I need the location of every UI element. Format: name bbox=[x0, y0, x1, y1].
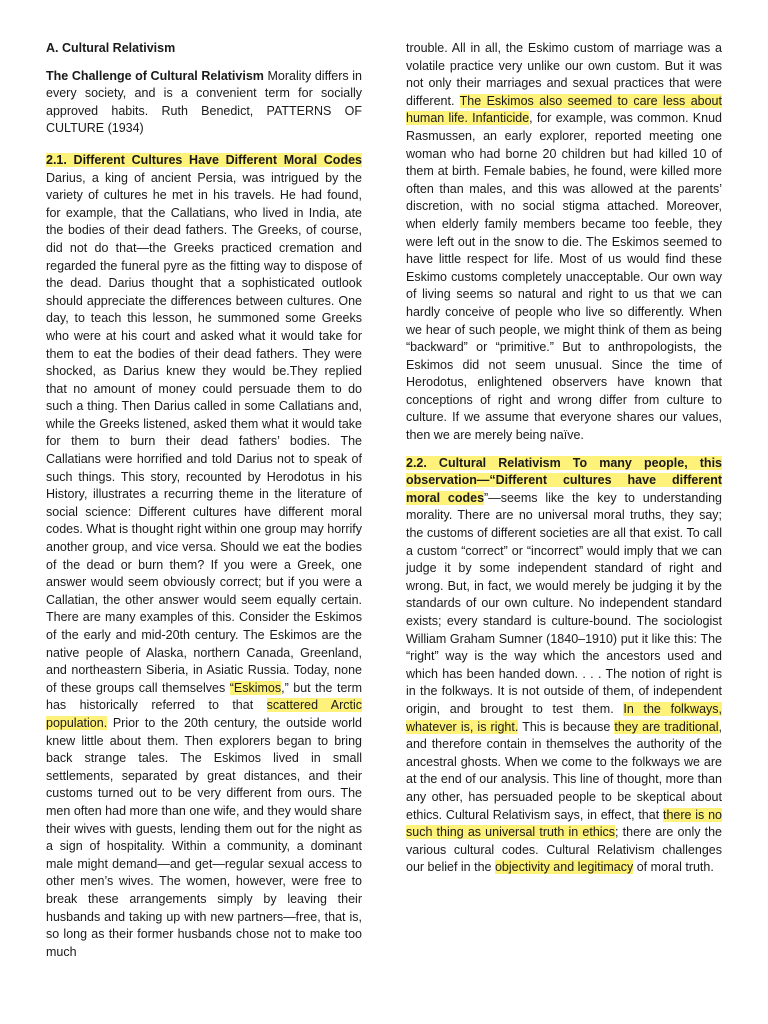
eskimo-customs-paragraph bbox=[406, 40, 722, 445]
body-text: ; there are only the various cultural codes. Cultural Relativism challenges our belief in the bbox=[406, 825, 722, 875]
body-text: , for example, was common. Knud Rasmussen, an early explorer, reported meeting one woman who had borne 20 children but had killed 10 of them at birth. Female babies, he found, were killed more often than males, and this was allowed at the parents’ discretion, with no social stigma attached. Moreover, when elderly family members became too feeble, they were left out in the snow to die. The Eskimos seemed to have little respect for life. Most of us would find these Eskimo customs completely unacceptable. Our own way of living seems so natural and right to us that we can hardly conceive of people who live so differently. When we hear of such people, we might think of them as being “backward” or “primitive.” But to anthropologists, the Eskimos did not seem unusual. Since the time of Herodotus, enlightened observers have known that conceptions of right and wrong differ from culture to culture. If we assume that everyone shares our values, then we are merely being naïve. bbox=[406, 111, 722, 443]
left-column bbox=[46, 40, 362, 961]
body-text: of moral truth. bbox=[633, 860, 714, 875]
subheading-2-1: 2.1. Different Cultures Have Different Moral Codes bbox=[46, 152, 362, 167]
highlight-objectivity: objectivity and legitimacy bbox=[494, 860, 634, 875]
highlight-arctic-population: scattered Arctic population. bbox=[46, 698, 362, 730]
intro-paragraph bbox=[46, 68, 362, 138]
body-text: ,” but the term has historically referred to that bbox=[46, 680, 362, 713]
highlight-universal-truth: there is no such thing as universal truth in ethics bbox=[406, 807, 722, 840]
body-text: , and therefore contain in themselves the authority of the ancestral ghosts. When we come to the folkways we are at the end of our analysis. This line of thought, more than any other, has persuaded people to be skeptical about ethics. Cultural Relativism says, in effect, that bbox=[406, 719, 722, 822]
section-2-2-paragraph bbox=[406, 455, 722, 877]
highlight-traditional: they are traditional bbox=[614, 719, 719, 734]
body-text: Prior to the 20th century, the outside world knew little about them. Then explorers began to bring back strange tales. The Eskimos lived in small settlements, separated by great distances, and their customs turned out to be very different from ours. The men often had more than one wife, and they would share their wives with guests, lending them out for the night as a sign of hospitality. Within a community, a dominant male might demand—and get—regular sexual access to other men’s wives. The women, however, were free to break these arrangements simply by leaving their husbands and taking up with new partners—free, that is, so long as their former husbands chose not to make too much bbox=[46, 715, 362, 959]
body-text: Darius, a king of ancient Persia, was intrigued by the variety of cultures he met in his travels. He had found, for example, that the Callatians, who lived in India, ate the bodies of their dead fathers. The Greeks, of course, did not do that—the Greeks practiced cremation and regarded the funeral pyre as the fitting way to dispose of the dead. Darius thought that a sophisticated outlook should appreciate the differences between cultures. One day, to teach this lesson, he summoned some Greeks who were at his court and asked what it would take for them to eat the bodies of their dead fathers. They were shocked, as Darius knew they would be.They replied that no amount of money could persuade them to do such a thing. Then Darius called in some Callatians and, while the Greeks listened, asked them what it would take for them to burn their dead fathers’ bodies. The Callatians were horrified and told Darius not to speak of such things. This story, recounted by Herodotus in his History, illustrates a recurring theme in the literature of social science: Different cultures have different moral codes. What is thought right within one group may horrify another group, and vice versa. Should we eat the bodies of the dead or burn them? If you were a Greek, one answer would seem obviously correct; but if you were a Callatian, the other answer would seem equally certain. There are many examples of this. Consider the Eskimos of the early and mid-20th century. The Eskimos are the native people of Alaska, northern Canada, Greenland, and northeastern Siberia, in Asiatic Russia. Today, none of these groups call themselves bbox=[46, 170, 362, 695]
section-title: A. Cultural Relativism bbox=[46, 41, 176, 55]
right-column bbox=[406, 40, 722, 877]
highlight-folkways: In the folkways, whatever is, is right. bbox=[406, 701, 722, 734]
highlight-eskimos: “Eskimos bbox=[229, 680, 282, 695]
intro-text: Morality differs in every society, and is a convenient term for socially approved habits. Ruth Benedict, PATTERNS OF CULTURE (1934) bbox=[46, 68, 362, 136]
intro-heading: The Challenge of Cultural Relativism bbox=[46, 68, 264, 83]
highlight-human-life: The Eskimos also seemed to care less about human life. Infanticide bbox=[406, 93, 722, 126]
body-text: trouble. All in all, the Eskimo custom of marriage was a volatile practice very unlike our own custom. But it was not only their marriages and sexual practices that were different. bbox=[406, 41, 722, 108]
body-text: ”—seems like the key to understanding morality. There are no universal moral truths, they say; the customs of different societies are all that exist. To call a custom “correct” or “incorrect” would imply that we can judge it by some independent standard of right and wrong. But, in fact, we would merely be judging it by the standards of our own culture. No independent standard exists; every standard is culture-bound. The sociologist William Graham Sumner (1840–1910) put it like this: The “right” way is the way which the ancestors used and which has been handed down. . . . The notion of right is in the folkways. It is not outside of them, of independent origin, and brought to test them. bbox=[406, 490, 723, 716]
body-text: This is because bbox=[518, 719, 615, 734]
section-2-1-paragraph bbox=[46, 152, 362, 961]
subheading-2-2: 2.2. Cultural Relativism To many people, this observation—“Different cultures have different moral codes bbox=[406, 455, 722, 505]
